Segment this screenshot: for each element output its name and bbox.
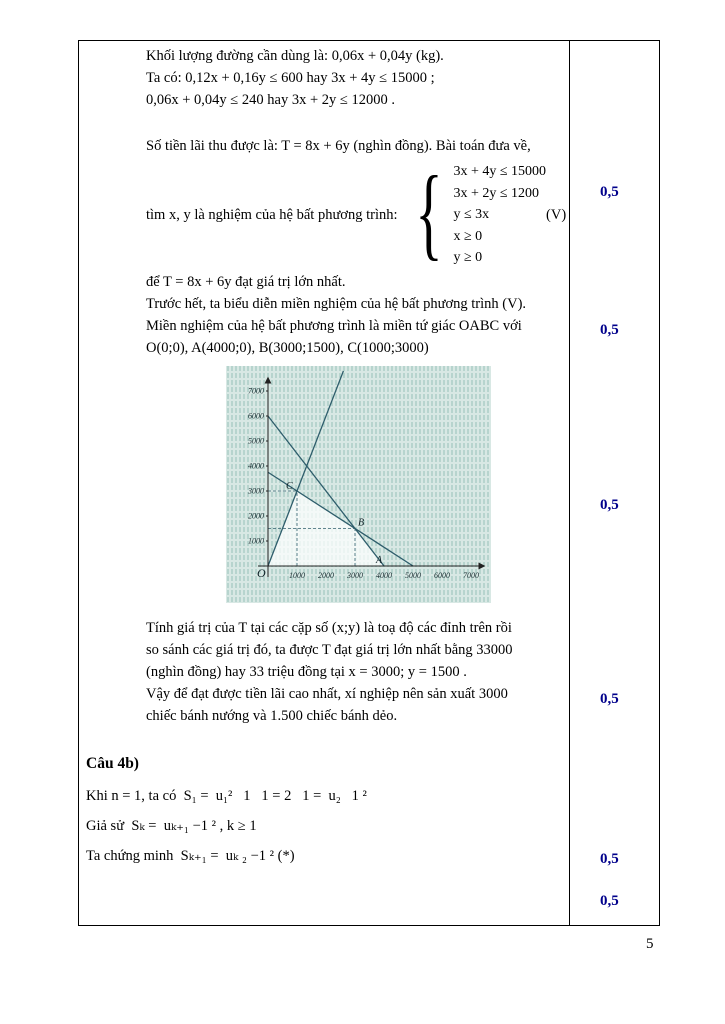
score-badge: 0,5 [600, 893, 619, 909]
score-badge: 0,5 [600, 497, 619, 513]
cau4b-line-3: Ta chứng minh Sₖ₊₁ = uₖ ₂ −1 ² (*) [86, 848, 295, 864]
svg-text:4000: 4000 [248, 461, 264, 471]
answer-table [78, 40, 660, 926]
solution-line-concl2: chiếc bánh nướng và 1.500 chiếc bánh dẻo. [146, 708, 398, 724]
solution-line-region2: Miền nghiệm của hệ bất phương trình là miền tứ giác OABC với [146, 318, 522, 334]
spacer [146, 111, 561, 135]
solution-line-profit: Số tiền lãi thu được là: T = 8x + 6y (nghìn đồng). Bài toán đưa về, [146, 138, 531, 154]
cau4b-line-1: Khi n = 1, ta có S₁ = u₁² 1 1 = 2 1 = u₂ 1 ² [86, 788, 367, 804]
system-intro: tìm x, y là nghiệm của hệ bất phương trình: [146, 206, 398, 223]
svg-text:O: O [257, 566, 266, 580]
system-lines [453, 161, 546, 269]
system-line-1: 3x + 4y ≤ 15000 [453, 164, 547, 180]
score-badge: 0,5 [600, 184, 619, 200]
inequality-system [146, 155, 567, 270]
svg-text:7000: 7000 [248, 386, 264, 396]
svg-text:1000: 1000 [248, 536, 264, 546]
score-badge: 0,5 [600, 691, 619, 707]
solution-line-sugar: Khối lượng đường cần dùng là: 0,06x + 0,04y (kg). [146, 48, 444, 64]
svg-text:4000: 4000 [376, 571, 392, 580]
solution-line-concl1: Vậy để đạt được tiền lãi cao nhất, xí nghiệp nên sản xuất 3000 [146, 686, 508, 702]
solution-line-eval3: (nghìn đồng) hay 33 triệu đồng tại x = 3000; y = 1500 . [146, 664, 467, 680]
solution-line-maximize: để T = 8x + 6y đạt giá trị lớn nhất. [146, 274, 346, 290]
left-brace: { [414, 155, 443, 270]
content-column [79, 41, 570, 925]
svg-text:3000: 3000 [248, 486, 264, 496]
system-line-4: x ≥ 0 [453, 228, 483, 244]
svg-text:6000: 6000 [248, 411, 264, 421]
svg-text:6000: 6000 [434, 571, 450, 580]
svg-text:7000: 7000 [463, 571, 479, 580]
svg-text:5000: 5000 [405, 571, 421, 580]
solution-4b [86, 755, 561, 867]
score-badge: 0,5 [600, 322, 619, 338]
solution-line-region1: Trước hết, ta biểu diễn miền nghiệm của hệ bất phương trình (V). [146, 296, 527, 312]
score-badge: 0,5 [600, 851, 619, 867]
solution-line-eval2: so sánh các giá trị đó, ta được T đạt giá trị lớn nhất bằng 33000 [146, 642, 513, 658]
svg-text:C: C [286, 481, 293, 492]
score-column [570, 41, 659, 925]
svg-text:B: B [358, 517, 365, 529]
page-number: 5 [646, 936, 654, 952]
solution-4a [86, 45, 567, 727]
svg-text:2000: 2000 [318, 571, 334, 580]
solution-line-sugar2: 0,06x + 0,04y ≤ 240 hay 3x + 2y ≤ 12000 . [146, 92, 395, 108]
cau4b-line-2: Giả sử Sₖ = uₖ₊₁ −1 ² , k ≥ 1 [86, 818, 257, 834]
system-line-5: y ≥ 0 [453, 250, 483, 266]
svg-text:1000: 1000 [289, 571, 305, 580]
cau4b-heading: Câu 4b) [86, 755, 139, 772]
svg-text:5000: 5000 [248, 436, 264, 446]
solution-line-vertices: O(0;0), A(4000;0), B(3000;1500), C(1000;3000) [146, 340, 429, 356]
svg-text:2000: 2000 [248, 511, 264, 521]
system-line-3: y ≤ 3x [453, 207, 490, 223]
svg-text:A: A [376, 555, 383, 566]
feasible-region-chart [226, 366, 491, 603]
svg-text:3000: 3000 [347, 571, 363, 580]
solution-line-eval1: Tính giá trị của T tại các cặp số (x;y) là toạ độ các đỉnh trên rồi [146, 620, 512, 636]
system-label: (V) [546, 206, 567, 223]
system-line-2: 3x + 2y ≤ 1200 [453, 185, 540, 201]
solution-line-flour: Ta có: 0,12x + 0,16y ≤ 600 hay 3x + 4y ≤ 15000 ; [146, 70, 435, 86]
